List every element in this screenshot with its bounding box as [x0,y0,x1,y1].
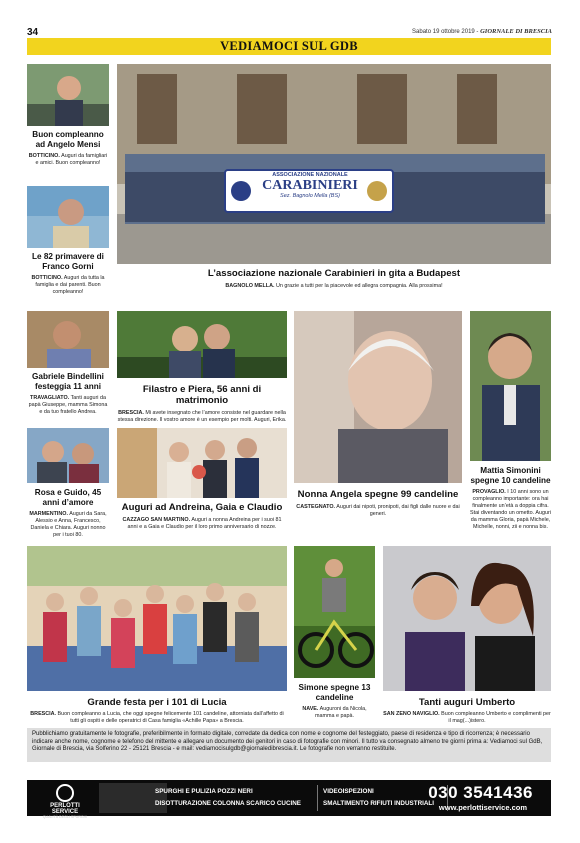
caption-rosa-guido [27,488,109,539]
issue-date: Sabato 19 ottobre 2019 [412,29,475,35]
title: L’associazione nazionale Carabinieri in gita a Budapest [207,268,461,279]
ad-logo: PERLOTTI SERVICE QUALITÀ DEGLI SPURGHI [37,784,93,819]
photo-gabriele-bindellini [27,311,109,368]
body: BAGNOLO MELLA. Un grazie a tutti per la piacevole ed allegra compagnia. Alla prossima! [225,283,443,289]
submission-notice: Pubblichiamo gratuitamente le fotografie, preferibilmente in formato digitale, corredate da dedica con nome e cognome del festeggiato, paese di residenza e tipo di ricorrenza; è necessario indicare anche nome, cognome e telefono del mittente e allegare un documento dei genitori in caso di fotografie con minori. Il tutto va consegnato almeno tre giorni prima a: Vediamoci sul GdB, Giornale di Brescia, via Solferino 22 - 25121 Brescia - e mail: vediamocisulgdb@giornaledibrescia.it. Le fotografie non verranno restituite. [27,728,551,762]
body: PROVAGLIO. I 10 anni sono un compleanno importante: ora hai finalmente un’età a doppia cifra. Stai diventando un ometto. Auguri da mamma Gloria, papà Michele, Michelle, nonni, zii e nonna bis. [470,489,551,530]
photo-nonna-angela [294,311,462,483]
title: Nonna Angela spegne 99 candeline [297,489,459,500]
title: Rosa e Guido, 45 anni d’amore [34,488,102,507]
body: SAN ZENO NAVIGLIO. Buon compleanno Umberto e complimenti per il mag(...)istero. [383,711,551,724]
photo-andreina-gaia-claudio [117,428,287,498]
caption-simone [294,683,375,720]
masthead: Sabato 19 ottobre 2019 - GIORNALE DI BRESCIA [412,28,552,35]
ad-services-right: VIDEOISPEZIONI SMALTIMENTO RIFIUTI INDUSTRIALI [323,788,435,807]
photo-carabinieri-budapest [117,64,551,264]
title: Filastro e Piera, 56 anni di matrimonio [142,384,262,406]
caption-lucia-101 [27,697,287,725]
ad-divider [317,785,318,811]
photo-umberto [383,546,551,691]
section-title: VEDIAMOCI SUL GDB [27,38,551,55]
caption-nonna-angela [294,489,462,518]
title: Tanti auguri Umberto [418,697,516,708]
caption-umberto [383,697,551,725]
logo-circle-icon [56,784,74,802]
advertisement [27,780,551,819]
association-banner: ASSOCIAZIONE NAZIONALE CARABINIERI Sez. Bagnolo Mella (BS) [262,172,358,199]
ad-phone: 030 3541436 [428,783,533,802]
photo-rosa-guido [27,428,109,483]
photo-filastro-piera [117,311,287,378]
caption-franco-gorni [27,252,109,296]
title: Simone spegne 13 candeline [298,683,371,702]
title: Le 82 primavere di Franco Gorni [32,252,104,271]
photo-angelo-mensi [27,64,109,126]
ad-website[interactable]: www.perlottiservice.com [438,803,527,812]
title: Auguri ad Andreina, Gaia e Claudio [121,502,283,513]
ad-services-left: SPURGHI E PULIZIA POZZI NERI DISOTTURAZIONE COLONNA SCARICO CUCINE [155,788,301,807]
body: BOTTICINO. Auguri da famigliari e amici. Buon compleanno! [28,153,108,166]
photo-lucia-101 [27,546,287,691]
caption-angelo-mensi [27,130,109,167]
caption-andreina-gaia-claudio [117,502,287,531]
title: Grande festa per i 101 di Lucia [87,697,227,708]
body: TRAVAGLIATO. Tanti auguri da papà Giuseppe, mamma Simona e da tuo fratello Andrea. [28,395,108,415]
body: BRESCIA. Buon compleanno a Lucia, che oggi spegne felicemente 101 candeline, attorniata dall’affetto di tutti gli ospiti e delle operatrici di Casa famiglia «Achille Papa» a Brescia. [30,711,284,724]
body: MARMENTINO. Auguri da Sara, Alessio e Anna, Francesco, Daniela e Chiara. Auguri nonno per i tuoi 80. [29,511,107,538]
body: BOTTICINO. Auguri da tutta la famiglia e dai parenti. Buon compleanno! [31,275,105,295]
photo-franco-gorni [27,186,109,248]
body: CAZZAGO SAN MARTINO. Auguri a nonna Andreina per i suoi 81 anni e a Gaia e Claudio per il loro primo anniversario di nozze. [122,517,282,530]
page-number: 34 [27,27,39,38]
caption-mattia-simonini [470,466,551,531]
title: Buon compleanno ad Angelo Mensi [32,130,104,149]
photo-simone [294,546,375,678]
caption-gabriele-bindellini [27,372,109,416]
photo-mattia-simonini [470,311,551,461]
newspaper-name: GIORNALE DI BRESCIA [480,28,552,35]
caption-carabinieri [117,268,551,290]
title: Gabriele Bindellini festeggia 11 anni [32,372,104,391]
body: NAVE. Auguroni da Nicola, mamma e papà. [302,706,367,719]
body: BRESCIA. Mi avete insegnato che l’amore consiste nel guardare nella stessa direzione. Il vostro amore è un esempio per molti. Auguri, Erika. [117,410,287,423]
title: Mattia Simonini spegne 10 candeline [470,466,551,485]
caption-filastro-piera [117,384,287,424]
body: CASTEGNATO. Auguri dai nipoti, pronipoti, dai figli dalle nuore e dai generi. [296,504,460,517]
